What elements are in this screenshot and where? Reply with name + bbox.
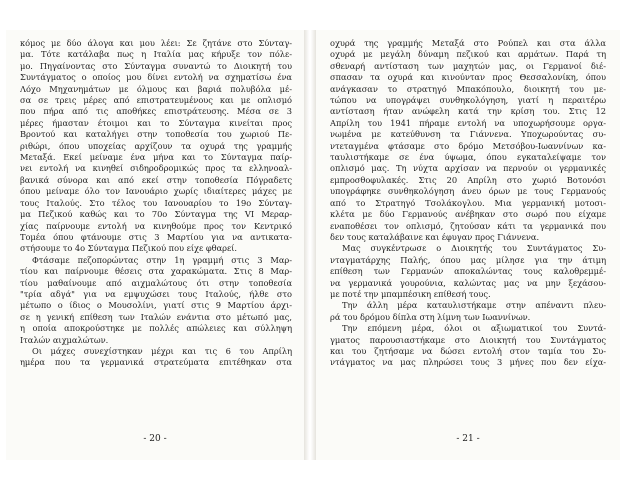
text-line: Την επόμενη μέρα, όλοι οι αξιωματικοί του Συντά-	[342, 323, 606, 334]
text-line: Την άλλη μέρα καταυλιστήκαμε στην απέναντι πλευ-	[342, 300, 606, 311]
text-line: σε η γενική επίθεση των Ιταλών ενάντια στο μέτωπό μας,	[20, 311, 292, 322]
text-line: Συντάγματος ο οποίος μου δίνει εντολή να σχηματίσω ένα	[20, 72, 292, 83]
text-line: δεν τους καταλάβαινε και έφυγαν προς Γιάννενα.	[330, 231, 540, 242]
text-line: στήσουμε το 4ο Σύνταγμα Πεζικού που είχε φθαρεί.	[20, 243, 237, 254]
text-line: εμπροσθοφυλακές. Στις 20 Απρίλη στο χωριό Βοτονόσι	[330, 174, 606, 185]
text-line: Βροντού και καταλήγει στην τοποθεσία του χωριού Πε-	[20, 129, 292, 140]
text-line: που πήρα από τις αποθήκες επιστράτευσης. Μέσα σε 3	[20, 106, 292, 117]
text-line: κόμος με δύο άλογα και μου λέει: Σε ζητάνε στο Σύνταγ-	[20, 38, 292, 48]
text-line: κλέτα με δύο Γερμανούς ανέβηκαν στο σωρό που είχαμε	[330, 209, 606, 220]
text-line: Τομέα όπου φτάνουμε στις 3 Μαρτίου για να αντικατα-	[20, 231, 292, 242]
text-line: ανάγκασαν το στρατηγό Μπακόπουλο, διοικητή του με-	[330, 83, 606, 94]
text-line: χίας παίρνουμε εντολή να κινηθούμε προς τον Κεντρικό	[20, 220, 292, 231]
right-page-text	[330, 38, 606, 369]
left-page	[6, 30, 304, 460]
text-line: οπλισμό μας. Τη νύχτα αρχίσαν να περνούν οι γερμανικές	[330, 163, 606, 174]
text-line: Οι μάχες συνεχίστηκαν μέχρι και τις 6 του Απρίλη	[32, 345, 292, 356]
text-line: μο. Πηγαίνοντας στο Σύνταγμα συναντώ το Διοικητή του	[20, 60, 292, 71]
right-page	[316, 30, 620, 460]
text-line: σθεναρή αντίσταση των μαχητών μας, οι Γερμανοί διέ-	[330, 60, 606, 71]
text-line: σπασαν τα οχυρά και κινούνταν προς Θεσσαλονίκη, όπου	[330, 72, 606, 83]
text-line: ρά του δρόμου δίπλα στη λίμνη των Ιωαννίνων.	[330, 311, 531, 322]
text-line: ταυλιστήκαμε σε ένα ύψωμα, όπου εγκαταλείψαμε τον	[330, 152, 606, 163]
text-line: επίθεση των Γερμανών αποκαλώντας τους καλοθρεμμέ-	[330, 266, 606, 277]
text-line: και του ζητήσαμε να δώσει εντολή στον ταμία του Συ-	[330, 345, 606, 356]
text-line: μέρες ήμασταν έτοιμοι και το Σύνταγμα κινείται προς	[20, 117, 292, 128]
text-line: η οποία αποκρούστηκε με πολλές απώλειες και σύλληψη	[20, 323, 292, 334]
text-line: Απρίλη του 1941 πήραμε εντολή να υποχωρήσουμε οργα-	[330, 117, 606, 128]
text-line: μέτωπο ο ίδιος ο Μουσολίνι, γιατί στις 9 Μαρτίου άρχι-	[20, 300, 292, 311]
book-gutter	[304, 30, 316, 460]
text-line: γματος παρουσιαστήκαμε στο Διοικητή του Συντάγματος	[330, 334, 606, 345]
text-line: ημέρα που τα γερμανικά στρατεύματα επιτέθηκαν στα	[20, 357, 292, 368]
text-line: τώπου να υπογράψει συνθηκολόγηση, γιατί η περαιτέρω	[330, 95, 606, 106]
text-line: βανικά σύνορα και από εκεί στην τοποθεσία Πόγραδετς	[20, 174, 292, 185]
text-line: σα σε τρεις μέρες από επιστρατευμένους και με οπλισμό	[20, 95, 292, 106]
page-number-left: - 20 -	[143, 434, 167, 444]
text-line: υπογράφηκε συνθηκολόγηση άνευ όρων με τους Γερμανούς	[330, 186, 606, 197]
text-line: τίου και παίρνουμε θέσεις στα χαρακώματα. Στις 8 Μαρ-	[20, 266, 292, 277]
text-line: Μεταξά. Εκεί μείναμε ένα μήνα και το Σύνταγμα παίρ-	[20, 152, 292, 163]
text-line: μα Πεζικού καθώς και το 70ο Σύνταγμα της VI Μεραρ-	[20, 209, 292, 220]
text-line: μα. Τότε κατάλαβα πως η Ιταλία μας κήρυξε τον πόλε-	[20, 49, 292, 60]
text-line: νταγματάρχης Παλής, όπου μας μίλησε για την άτιμη	[330, 254, 606, 265]
text-line: Μας συγκέντρωσε ο Διοικητής του Συντάγματος Συ-	[342, 243, 606, 254]
text-line: τους Ιταλούς. Στο τέλος του Ιανουαρίου το 19ο Σύνταγ-	[20, 197, 292, 208]
text-line: Ιταλών αιχμαλώτων.	[20, 334, 109, 345]
left-page-text	[20, 38, 292, 369]
text-line: "τρία αδγά" για να εμψυχώσει τους Ιταλούς, ήλθε στο	[20, 288, 292, 299]
text-line: με ποτέ την μπαμπέσικη επίθεσή τους.	[330, 288, 491, 299]
text-line: από το Στρατηγό Τσολάκογλου. Μια γερμανική μοτοσι-	[330, 197, 606, 208]
text-line: ντεταγμένα φτάσαμε στο δρόμο Μετσόβου-Ιωαννίνων κα-	[330, 140, 606, 151]
text-line: αντίσταση ήταν ανώφελη κατά την κρίση του. Στις 12	[330, 106, 606, 117]
text-line: τίου μαθαίνουμε από αιχμαλώτους ότι στην τοποθεσία	[20, 277, 292, 288]
text-line: οχυρά της γραμμής Μεταξά στο Ρούπελ και στα άλλα	[330, 38, 606, 48]
page-number-right: - 21 -	[456, 434, 480, 444]
text-line: ριθώρι, όπου υποχείας αρχίζουν τα οχυρά της γραμμής	[20, 140, 292, 151]
text-line: οχυρά με μεγάλη δύναμη πεζικού και αρμάτων. Παρά τη	[330, 49, 606, 60]
text-line: όπου μείναμε όλο τον Ιανουάριο χωρίς ιδιαίτερες μάχες με	[20, 186, 292, 197]
text-line: νει εντολή να κινηθεί σιδηροδρομικώς προς τα ελληνοαλ-	[20, 163, 292, 174]
text-line: νωμένα με κατεύθυνση τα Γιάννενα. Υποχωρούντας συ-	[330, 129, 606, 140]
text-line: ντάγματος να μας πληρώσει τους 3 μήνες που δεν είχα-	[330, 357, 606, 368]
text-line: εναποθέσει τον οπλισμό, ζητούσαν κάτι τα γερμανικά που	[330, 220, 606, 231]
text-line: να γερμανικά γουρούνια, καλώντας μας να μην ξεχάσου-	[330, 277, 606, 288]
text-line: Φτάσαμε πεζοπορώντας στην 1η γραμμή στις 3 Μαρ-	[32, 254, 292, 265]
text-line: Λόχο Μηχανημάτων με όλμους και βαριά πολυβόλα μέ-	[20, 83, 292, 94]
